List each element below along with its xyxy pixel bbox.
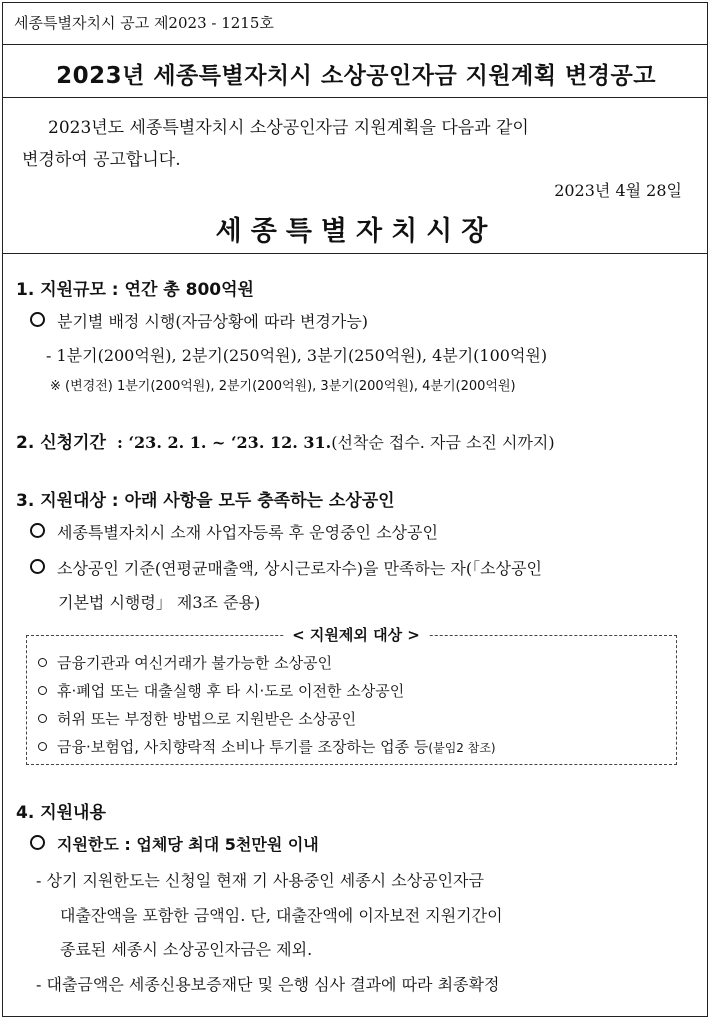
section4-dash1-line1: - 상기 지원한도는 신청일 현재 기 사용중인 세종시 소상공인자금: [36, 871, 484, 890]
exclusion-item: 금융기관과 여신거래가 불가능한 소상공인: [38, 652, 332, 673]
section2-period: : ‘23. 2. 1. ~ ‘23. 12. 31.: [117, 433, 332, 452]
small-circle-icon: [38, 658, 47, 667]
section1-note: ※ (변경전) 1분기(200억원), 2분기(200억원), 3분기(200억원), 4분기(200억원): [50, 379, 516, 394]
bullet-circle-icon: [30, 559, 45, 574]
bullet-circle-icon: [30, 312, 45, 327]
section3-bullet-2-cont: 기본법 시행령」 제3조 준용): [58, 593, 261, 612]
section1-detail: - 1분기(200억원), 2분기(250억원), 3분기(250억원), 4분기(100억원): [46, 346, 548, 365]
intro-line-2: 변경하여 공고합니다.: [22, 150, 181, 170]
section3-bullet-1: 세종특별자치시 소재 사업자등록 후 운영중인 소상공인: [30, 520, 438, 543]
section2-heading: 2. 신청기간: [16, 433, 106, 453]
section3-heading: 3. 지원대상 : 아래 사항을 모두 충족하는 소상공인: [16, 491, 395, 511]
header-divider-title: [2, 97, 708, 98]
section2-note: (선착순 접수. 자금 소진 시까지): [331, 433, 555, 452]
small-circle-icon: [38, 714, 47, 723]
small-circle-icon: [38, 686, 47, 695]
bullet-circle-icon: [30, 835, 45, 850]
notice-number: 세종특별자치시 공고 제2023 - 1215호: [14, 14, 274, 32]
section4-dash1-line3: 종료된 세종시 소상공인자금은 제외.: [60, 940, 313, 959]
section4-subheading: 지원한도 : 업체당 최대 5천만원 이내: [30, 832, 319, 855]
section4-dash2: - 대출금액은 세종신용보증재단 및 은행 심사 결과에 따라 최종확정: [36, 975, 500, 994]
exclusion-item: 금융·보험업, 사치향락적 소비나 투기를 조장하는 업종 등(붙임2 참조): [38, 736, 496, 757]
small-circle-icon: [38, 742, 47, 751]
section4-dash1-line2: 대출잔액을 포함한 금액임. 단, 대출잔액에 이자보전 지원기간이: [60, 906, 503, 925]
bullet-circle-icon: [30, 523, 45, 538]
section4-heading: 4. 지원내용: [16, 803, 106, 823]
exclusion-item: 휴·폐업 또는 대출실행 후 타 시·도로 이전한 소상공인: [38, 680, 404, 701]
header-divider-bottom: [2, 253, 708, 254]
document-title: 2023년 세종특별자치시 소상공인자금 지원계획 변경공고: [56, 63, 656, 89]
notice-date: 2023년 4월 28일: [554, 181, 682, 200]
section1-bullet: 분기별 배정 시행(자금상황에 따라 변경가능): [30, 309, 368, 332]
exclusion-title: < 지원제외 대상 >: [0, 624, 712, 645]
section2-line: [16, 428, 555, 453]
issuer-name: 세종특별자치시장: [215, 216, 497, 247]
section1-heading: 1. 지원규모 : 연간 총 800억원: [16, 280, 254, 300]
exclusion-item: 허위 또는 부정한 방법으로 지원받은 소상공인: [38, 708, 356, 729]
section3-bullet-2: 소상공인 기준(연평균매출액, 상시근로자수)을 만족하는 자(「소상공인: [30, 556, 542, 579]
header-divider-top: [2, 44, 708, 45]
intro-line-1: 2023년도 세종특별자치시 소상공인자금 지원계획을 다음과 같이: [48, 118, 529, 138]
